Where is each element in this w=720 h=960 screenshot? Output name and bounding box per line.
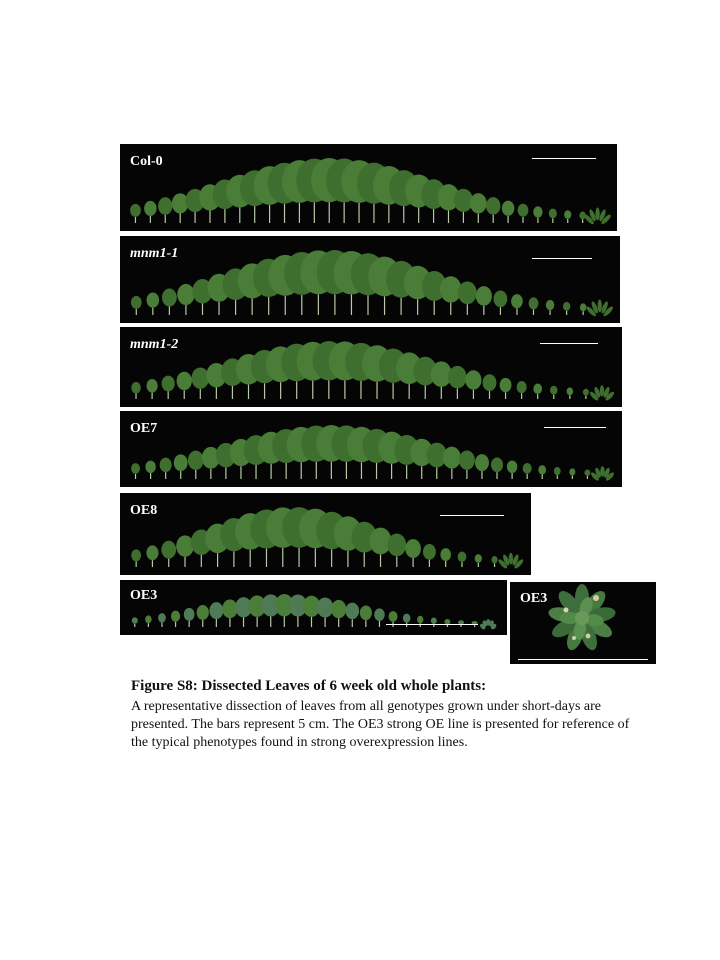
leaf bbox=[533, 206, 542, 223]
panel-oe8 bbox=[120, 493, 531, 575]
leaf bbox=[162, 376, 175, 399]
leaf bbox=[486, 197, 500, 223]
panel-label-oe3-leaves: OE3 bbox=[130, 588, 158, 603]
caption-title: Figure S8: Dissected Leaves of 6 week old whole plants: bbox=[131, 678, 487, 694]
leaf bbox=[517, 381, 527, 399]
leaf bbox=[584, 469, 590, 479]
leaf bbox=[162, 288, 177, 315]
leaf bbox=[423, 544, 436, 567]
leaf bbox=[475, 554, 482, 567]
leaf bbox=[174, 454, 188, 479]
leaf bbox=[465, 370, 481, 399]
panel-label-mnm1-1: mnm1-1 bbox=[130, 246, 179, 261]
leaf bbox=[197, 605, 209, 627]
leaf bbox=[483, 374, 497, 399]
leaf bbox=[567, 387, 573, 399]
scale-bar-oe7 bbox=[544, 427, 606, 428]
leaf bbox=[470, 193, 487, 223]
leaf bbox=[177, 372, 192, 399]
leaf bbox=[158, 197, 172, 223]
leaf bbox=[171, 611, 180, 627]
leaf bbox=[589, 385, 616, 401]
leaf bbox=[494, 290, 508, 315]
panel-mnm1-2 bbox=[120, 327, 622, 407]
leaf bbox=[360, 605, 372, 627]
panel-label-col0: Col-0 bbox=[130, 154, 163, 169]
leaf-row-oe8 bbox=[120, 493, 531, 575]
leaf bbox=[476, 286, 492, 315]
rosette-leaves bbox=[547, 584, 616, 652]
leaf bbox=[417, 616, 423, 627]
panel-oe3-leaves bbox=[120, 580, 507, 635]
leaf bbox=[145, 461, 155, 479]
leaf bbox=[440, 548, 451, 567]
leaf bbox=[500, 378, 512, 399]
leaf bbox=[491, 556, 497, 567]
scale-bar-mnm1-2 bbox=[540, 343, 598, 344]
leaf bbox=[158, 613, 166, 627]
leaf-row-mnm1-1 bbox=[120, 236, 620, 323]
panel-oe3-rosette bbox=[510, 582, 656, 664]
leaf bbox=[191, 367, 209, 399]
panel-label-oe7: OE7 bbox=[130, 421, 158, 436]
leaf bbox=[585, 300, 614, 318]
leaf bbox=[511, 294, 523, 315]
leaf bbox=[563, 302, 570, 315]
panel-oe7 bbox=[120, 411, 622, 487]
leaf bbox=[345, 603, 359, 627]
figure-caption bbox=[131, 677, 631, 752]
leaf bbox=[459, 451, 475, 479]
leaf bbox=[184, 608, 195, 627]
leaf bbox=[130, 204, 141, 223]
leaf bbox=[448, 366, 467, 399]
leaf bbox=[523, 463, 532, 479]
leaf-row-mnm1-2 bbox=[120, 327, 622, 407]
leaf bbox=[564, 210, 571, 223]
leaf bbox=[431, 618, 437, 627]
leaf bbox=[405, 539, 421, 567]
leaf bbox=[546, 300, 554, 315]
leaf bbox=[580, 303, 586, 315]
caption-body: A representative dissection of leaves from all genotypes grown under short-days are presented. The bars represent 5 cm. The OE3 strong OE line is presented for reference of the typical phenotypes found in strong overexpression lines. bbox=[131, 699, 630, 750]
scale-bar-oe8 bbox=[440, 515, 504, 516]
scale-bar-oe3-rosette bbox=[518, 659, 648, 660]
leaf bbox=[479, 619, 497, 630]
leaf-row-oe3 bbox=[120, 580, 507, 635]
leaf bbox=[131, 549, 141, 567]
leaf bbox=[387, 534, 406, 567]
leaf bbox=[518, 204, 529, 223]
leaf bbox=[491, 458, 503, 479]
panel-label-mnm1-2: mnm1-2 bbox=[130, 337, 179, 352]
leaf bbox=[533, 384, 542, 399]
leaf bbox=[132, 617, 138, 627]
leaf bbox=[549, 208, 557, 223]
leaf bbox=[147, 379, 158, 399]
leaf bbox=[502, 201, 514, 223]
leaf bbox=[161, 541, 176, 567]
leaf bbox=[458, 552, 467, 567]
leaf bbox=[569, 468, 575, 479]
scale-bar-oe3-leaves bbox=[386, 624, 478, 625]
leaf bbox=[590, 466, 615, 482]
leaf bbox=[222, 599, 237, 627]
leaf bbox=[583, 208, 612, 226]
leaf bbox=[131, 463, 140, 479]
leaf bbox=[188, 451, 204, 479]
leaf bbox=[131, 382, 141, 399]
leaf bbox=[538, 465, 546, 479]
leaf bbox=[374, 608, 384, 627]
leaf bbox=[583, 389, 589, 399]
leaf-row-oe7 bbox=[120, 411, 622, 487]
leaf bbox=[550, 386, 557, 399]
panel-label-oe3-rosette: OE3 bbox=[520, 591, 548, 606]
leaf bbox=[177, 284, 194, 315]
leaf bbox=[145, 615, 151, 627]
leaf bbox=[131, 296, 142, 315]
leaf bbox=[443, 447, 461, 479]
leaf bbox=[146, 545, 158, 567]
leaf bbox=[475, 454, 489, 479]
leaf bbox=[209, 602, 223, 627]
leaf bbox=[554, 467, 561, 479]
leaf bbox=[144, 201, 156, 223]
leaf bbox=[331, 600, 346, 627]
panel-col0 bbox=[120, 144, 617, 231]
leaf bbox=[160, 458, 172, 479]
scale-bar-col0 bbox=[532, 158, 596, 159]
scale-bar-mnm1-1 bbox=[532, 258, 592, 259]
leaf bbox=[147, 292, 160, 315]
leaf bbox=[458, 281, 477, 315]
leaf bbox=[454, 189, 473, 223]
leaf bbox=[507, 460, 517, 479]
panel-label-oe8: OE8 bbox=[130, 503, 158, 518]
panel-mnm1-1 bbox=[120, 236, 620, 323]
leaf bbox=[317, 598, 334, 627]
leaf bbox=[529, 297, 539, 315]
leaf bbox=[497, 553, 524, 570]
